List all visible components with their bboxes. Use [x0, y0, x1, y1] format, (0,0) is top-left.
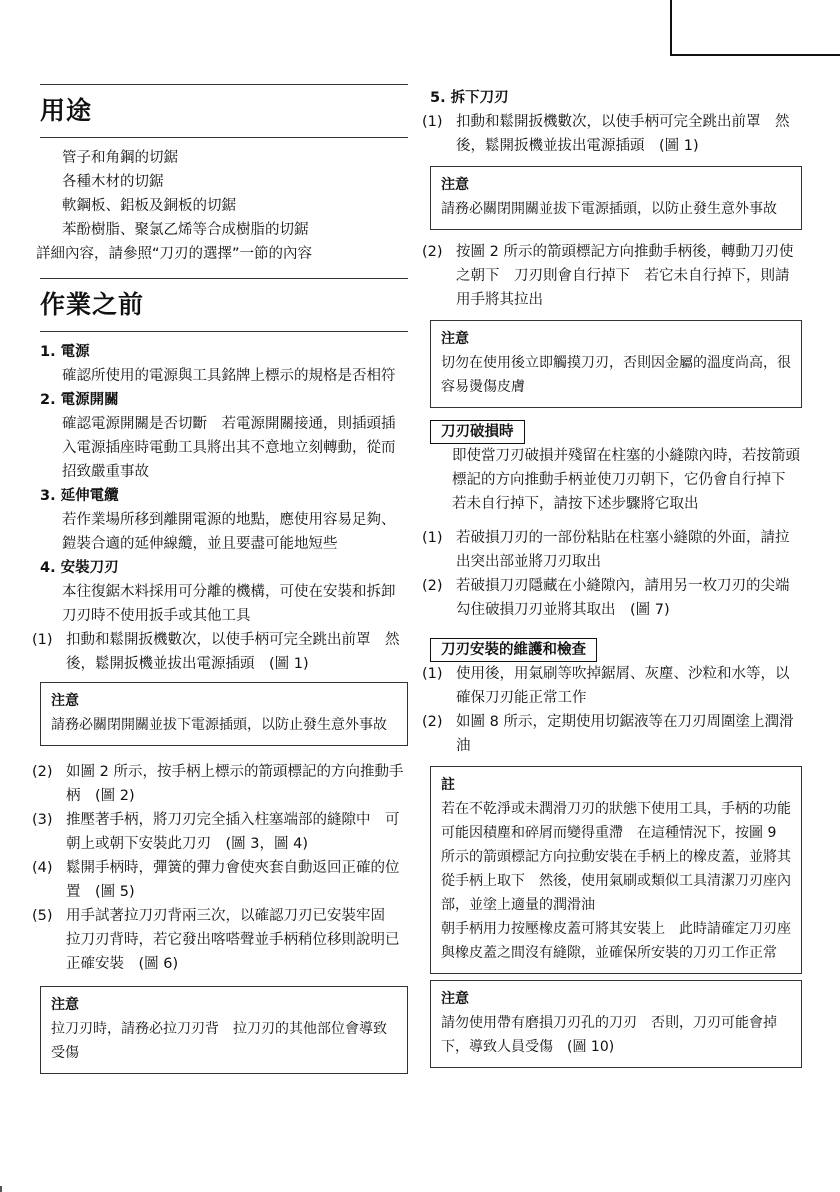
page-corner-tab — [670, 0, 840, 56]
note-text: 若在不乾淨或未潤滑刀刃的狀態下使用工具，手柄的功能可能因積塵和碎屑而變得重滯 在這種情況下，按圖 9 所示的箭頭標記方向拉動安裝在手柄上的橡皮蓋，並將其從手柄上取下 然後，使用氣刷或類似工具清潔刀刃座內部，並塗上適量的潤滑油 — [441, 801, 791, 913]
step-number: (1) — [32, 632, 53, 648]
step-number: (2) — [422, 578, 443, 594]
caution-title: 注意 — [441, 177, 469, 193]
step-number: (2) — [32, 764, 53, 780]
power-text: 確認所使用的電源與工具銘牌上標示的規格是否相符 — [62, 368, 396, 384]
note-title: 註 — [441, 777, 455, 793]
note-text: 朝手柄用力按壓橡皮蓋可將其安裝上 此時請確定刀刃座與橡皮蓋之間沒有縫隙，並確保所安裝的刀刃工作正常 — [441, 921, 791, 961]
remove-step — [422, 110, 802, 158]
step-text: 扣動和鬆開扳機數次，以使手柄可完全跳出前罩 然後，鬆開扳機並拔出電源插頭 (圖 1) — [66, 632, 400, 672]
remove-step — [422, 240, 802, 312]
step-number: (5) — [32, 908, 53, 924]
caution-title: 注意 — [51, 693, 79, 709]
usage-item: 各種木材的切鋸 — [62, 174, 164, 190]
install-heading: 4. 安裝刀刃 — [40, 560, 119, 576]
caution-box — [430, 166, 802, 230]
step-text: 若破損刀刃隱藏在小縫隙內，請用另一枚刀刃的尖端勾住破損刀刃並將其取出 (圖 7) — [456, 578, 790, 618]
install-step — [32, 856, 408, 904]
step-number: (2) — [422, 714, 443, 730]
switch-heading: 2. 電源開關 — [40, 392, 119, 408]
usage-item: 苯酚樹脂、聚氯乙烯等合成樹脂的切鋸 — [62, 222, 309, 238]
step-text: 按圖 2 所示的箭頭標記方向推動手柄後，轉動刀刃使之朝下 刀刃則會自行掉下 若它未自行掉下，則請用手將其拉出 — [456, 244, 794, 308]
right-column — [422, 86, 802, 1068]
caution-text: 請務必關閉開關並拔下電源插頭，以防止發生意外事故 — [51, 717, 387, 733]
install-text: 本往復鋸木料採用可分離的機構，可使在安裝和拆卸刀刃時不使用扳手或其他工具 — [62, 584, 396, 624]
switch-text: 確認電源開關是否切斷 若電源開關接通，則插頭插入電源插座時電動工具將出其不意地立刻轉動，從而招致嚴重事故 — [62, 416, 396, 480]
step-text: 鬆開手柄時，彈簧的彈力會使夾套自動返回正確的位置 (圖 5) — [66, 860, 400, 900]
step-text: 使用後，用氣刷等吹掉鋸屑、灰塵、沙粒和水等，以確保刀刃能正常工作 — [456, 666, 790, 706]
section-rule — [40, 278, 408, 279]
caution-box — [40, 986, 408, 1074]
caution-text: 切勿在使用後立即觸摸刀刃，否則因金屬的溫度尚高，很容易燙傷皮膚 — [441, 355, 791, 395]
broken-blade-text: 即使當刀刃破損并殘留在柱塞的小縫隙內時，若按箭頭標記的方向推動手柄並使刀刃朝下，它仍會自行掉下 若未自行掉下，請按下述步驟將它取出 — [452, 448, 800, 512]
step-number: (4) — [32, 860, 53, 876]
install-step — [32, 628, 408, 676]
install-step — [32, 808, 408, 856]
caution-box — [430, 320, 802, 408]
step-number: (1) — [422, 666, 443, 682]
step-text: 用手試著拉刀刃背兩三次，以確認刀刃已安裝牢固 拉刀刃背時，若它發出喀嗒聲並手柄稍位移則說明已正確安裝 (圖 6) — [66, 908, 400, 972]
maintenance-step — [422, 662, 802, 710]
step-text: 推壓著手柄，將刀刃完全插入柱塞端部的縫隙中 可朝上或朝下安裝此刀刃 (圖 3，圖 4) — [66, 812, 400, 852]
note-box — [430, 766, 802, 974]
step-number: (1) — [422, 114, 443, 130]
caution-text: 拉刀刃時，請務必拉刀刃背 拉刀刃的其他部位會導致受傷 — [51, 1021, 387, 1061]
step-text: 如圖 8 所示，定期使用切鋸液等在刀刃周圍塗上潤滑油 — [456, 714, 794, 754]
before-title: 作業之前 — [40, 290, 145, 319]
maintenance-tag: 刀刃安裝的維護和檢查 — [430, 638, 597, 662]
power-heading: 1. 電源 — [40, 344, 90, 360]
step-text: 如圖 2 所示，按手柄上標示的箭頭標記的方向推動手柄 (圖 2) — [66, 764, 404, 804]
caution-text: 請勿使用帶有磨損刀刃孔的刀刃 否則，刀刃可能會掉下，導致人員受傷 (圖 10) — [441, 1015, 777, 1055]
step-text: 扣動和鬆開扳機數次，以使手柄可完全跳出前罩 然後，鬆開扳機並拔出電源插頭 (圖 1) — [456, 114, 790, 154]
step-text: 若破損刀刃的一部份粘貼在柱塞小縫隙的外面，請拉出突出部並將刀刃取出 — [456, 530, 790, 570]
caution-box — [430, 980, 802, 1068]
section-rule — [40, 137, 408, 138]
section-rule — [40, 331, 408, 332]
caution-text: 請務必關閉開關並拔下電源插頭，以防止發生意外事故 — [441, 201, 777, 217]
usage-note: 詳細內容，請參照“刀刃的選擇”一節的內容 — [36, 246, 313, 262]
caution-box — [40, 682, 408, 746]
caution-title: 注意 — [51, 997, 79, 1013]
install-step — [32, 760, 408, 808]
cord-text: 若作業場所移到離開電源的地點，應使用容易足夠、鎧裝合適的延伸線纜，並且要盡可能地短些 — [62, 512, 396, 552]
step-number: (3) — [32, 812, 53, 828]
caution-title: 注意 — [441, 991, 469, 1007]
left-column — [32, 84, 408, 1074]
usage-title: 用途 — [40, 96, 93, 125]
maintenance-step — [422, 710, 802, 758]
broken-step — [422, 526, 802, 574]
page-edge-mark — [0, 1186, 2, 1192]
usage-item: 管子和角鋼的切鋸 — [62, 150, 178, 166]
cord-heading: 3. 延伸電纜 — [40, 488, 119, 504]
usage-item: 軟鋼板、鋁板及銅板的切鋸 — [62, 198, 236, 214]
section-rule — [40, 84, 408, 85]
step-number: (2) — [422, 244, 443, 260]
step-number: (1) — [422, 530, 443, 546]
broken-blade-tag: 刀刃破損時 — [430, 420, 525, 444]
caution-title: 注意 — [441, 331, 469, 347]
remove-heading: 5. 拆下刀刃 — [430, 90, 509, 106]
install-step — [32, 904, 408, 976]
broken-step — [422, 574, 802, 622]
